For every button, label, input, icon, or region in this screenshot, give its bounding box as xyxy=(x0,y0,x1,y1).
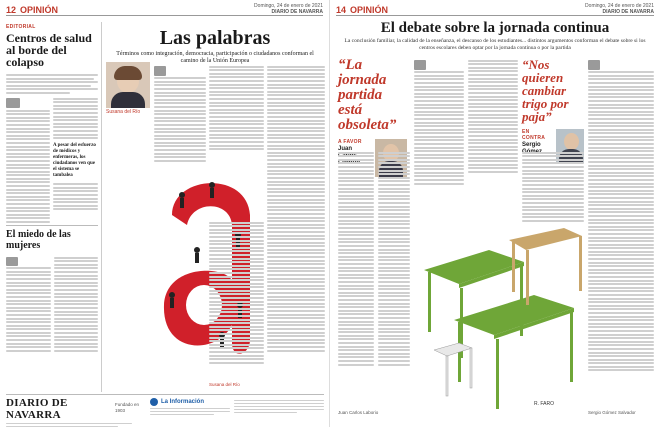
con-signature: Sergio Gómez Salvador xyxy=(588,410,636,415)
author-photo xyxy=(106,62,150,108)
editorial-label: EDITORIAL xyxy=(6,24,36,30)
pro-col-lower-1 xyxy=(338,150,374,367)
debate-title: El debate sobre la jornada continua xyxy=(380,20,610,36)
header-date: Domingo, 24 de enero de 2021 DIARIO DE NAVARRA xyxy=(585,3,654,15)
editorial-col-b xyxy=(53,96,98,212)
article-col-3 xyxy=(267,64,325,353)
pro-tag: A FAVOR xyxy=(338,139,362,145)
article-subtitle: Términos como integración, democracia, participación o ciudadanos conforman el camino de la Unión Europea xyxy=(116,51,314,64)
pro-quote: “La jornada partida está obsoleta” xyxy=(338,57,397,133)
con-col-lower xyxy=(522,150,584,223)
opinion-article xyxy=(105,28,325,65)
editorial-pullquote: A pesar del esfuerzo de médicos y enfermeras, los ciudadanos ven que el sistema se tambalea xyxy=(53,143,96,179)
pro-name: Juan xyxy=(338,146,353,152)
debate-header xyxy=(338,20,652,51)
second-editorial xyxy=(6,229,98,354)
group-name: La Información xyxy=(161,399,205,405)
pro-signature: Juan Carlos Laborio xyxy=(338,410,379,415)
section-title: OPINIÓN xyxy=(20,5,59,15)
masthead-name: DIARIO DE NAVARRA xyxy=(6,397,68,421)
article-col-2 xyxy=(209,64,264,152)
con-quote: “Nos quieren cambiar trigo por paja” xyxy=(522,57,569,124)
right-header xyxy=(336,0,654,16)
con-block xyxy=(522,58,584,163)
header-date: Domingo, 24 de enero de 2021 DIARIO DE NAVARRA xyxy=(254,3,323,15)
pro-col-lower-2 xyxy=(378,150,410,367)
article-col-2b xyxy=(209,220,264,365)
section-title: OPINIÓN xyxy=(350,5,389,15)
illustrator-credit: R. FARO xyxy=(534,401,555,407)
con-name: Sergio xyxy=(522,142,541,148)
article-author-footer: Susana del Río xyxy=(209,382,240,387)
editorial-col-a xyxy=(6,96,50,225)
masthead-group xyxy=(150,398,230,417)
group-logo-icon xyxy=(150,398,158,406)
page-number: 12 xyxy=(6,5,17,15)
school-desks-illustration xyxy=(414,200,589,415)
con-col-1 xyxy=(588,58,654,373)
masthead-credits xyxy=(234,398,324,415)
masthead-founded: Fundado en 1903 xyxy=(115,402,140,413)
pro-col-1 xyxy=(414,58,464,186)
second-editorial-title: El miedo de las mujeres xyxy=(6,229,71,251)
debate-subtitle: La conclusión familiar, la calidad de la enseñanza, el descanso de los estudiantes... distintos argumentos conforman el debate sobre si los centros escolares deben optar por la jornada continua o por la partida xyxy=(344,38,646,51)
author-name: Susana del Río xyxy=(106,109,141,115)
con-tag: EN CONTRA xyxy=(522,129,546,141)
left-header xyxy=(6,0,323,16)
editorial-column xyxy=(6,24,98,96)
right-page xyxy=(330,0,660,427)
article-col-1 xyxy=(154,64,206,163)
editorial-body xyxy=(6,74,98,94)
masthead xyxy=(6,397,146,427)
pro-col-2 xyxy=(468,58,518,175)
page-number: 14 xyxy=(336,5,347,15)
article-title: Las palabras xyxy=(159,27,271,49)
editorial-title: Centros de salud al borde del colapso xyxy=(6,31,92,69)
